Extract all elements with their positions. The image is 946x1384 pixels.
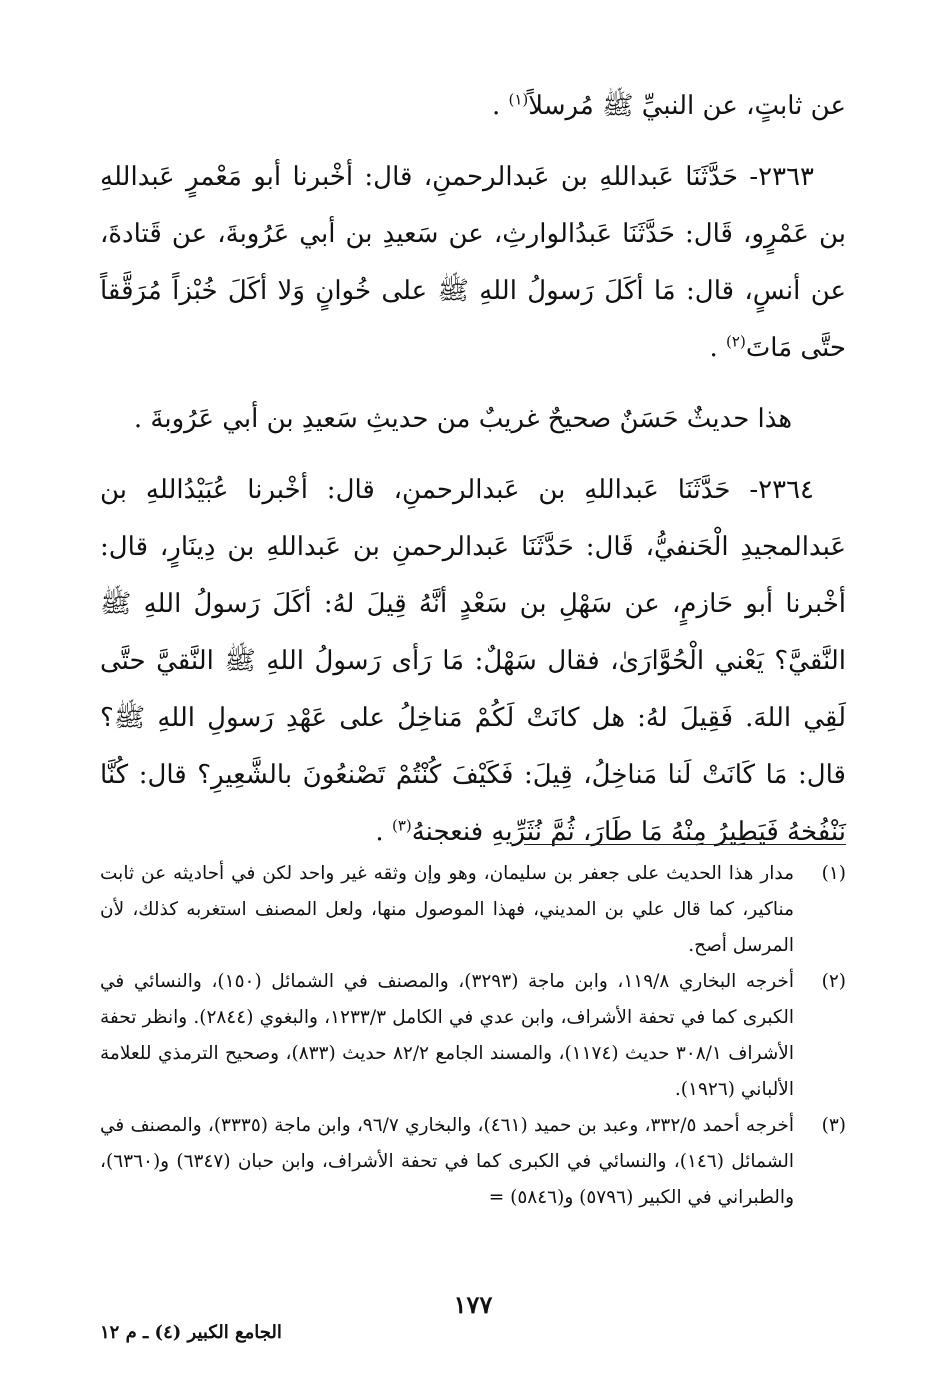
intro-end: . bbox=[491, 91, 509, 121]
footnotes bbox=[100, 856, 846, 1216]
footnote-text: أخرجه البخاري ١١٩/٨، وابن ماجة (٣٢٩٣)، والمصنف في الشمائل (١٥٠)، والنسائي في الكبرى كما في تحفة الأشراف، وابن عدي في الكامل ١٢٣٣/٣، والبغوي (٢٨٤٤). وانظر تحفة الأشراف ٣٠٨/١ حديث (١١٧٤)، والمسند الجامع ٨٢/٢ حديث (٨٣٣)، وصحيح الترمذي للعلامة الألباني (١٩٢٦). bbox=[100, 971, 794, 1100]
hadith-2364-text: ٢٣٦٤- حَدَّثَنَا عَبداللهِ بن عَبدالرحمنِ، قال: أخْبرنا عُبَيْدُاللهِ بن عَبدالمجيدِ الْحَنفيُّ، قَال: حَدَّثَنَا عَبدالرحمنِ بن عَبداللهِ بن دِينَارٍ، قال: أخْبرنا أبو حَازمٍ، عن سَهْلِ بن سَعْدٍ أنَّهُ قِيلَ لهُ: أكَلَ رَسولُ اللهِ ﷺ النَّقيَّ؟ يَعْني الْحُوَّارَىٰ، فقال سَهْلٌ: مَا رَأى رَسولُ اللهِ ﷺ النَّقيَّ حتَّى لَقِي اللهَ. فَقِيلَ لهُ: هل كانَتْ لَكُمْ مَناخِلُ على عَهْدِ رَسولِ اللهِ ﷺ؟ قال: مَا كَانَتْ لَنا مَناخِلُ، قِيلَ: فَكَيْفَ كُنْتُمْ تَصْنعُونَ بالشَّعِيرِ؟ قال: كُنَّا نَنْفُخهُ فَيَطِيرُ مِنْهُ مَا طَارَ، ثُمَّ نُثَرِّيهِ فنعجنهُ bbox=[100, 475, 846, 847]
footnote-2 bbox=[100, 964, 846, 1108]
grade-line: هذا حديثٌ حَسَنٌ صحيحٌ غريبٌ من حديثِ سَعيدِ بن أبي عَرُوبةَ . bbox=[133, 404, 793, 434]
footnote-number: (٢) bbox=[821, 971, 846, 992]
hadith-2364-end: . bbox=[375, 817, 392, 847]
page-number: ١٧٧ bbox=[453, 1290, 493, 1319]
footnote-ref-2: (٢) bbox=[726, 332, 746, 351]
printer-signature: الجامع الكبير (٤) ـ م ١٢ bbox=[100, 1322, 282, 1343]
hadith-2363 bbox=[100, 149, 846, 377]
footnote-1 bbox=[100, 856, 846, 964]
hadith-2364 bbox=[100, 462, 846, 861]
footnote-text: مدار هذا الحديث على جعفر بن سليمان، وهو وإن وثقه غير واحد لكن في أحاديثه عن ثابت مناكير، كما قال علي بن المديني، فهذا الموصول منها، ولعل المصنف استغربه كذلك، لأن المرسل أصح. bbox=[100, 863, 794, 956]
intro-text: عن ثابتٍ، عن النبيِّ ﷺ مُرسلاً bbox=[528, 91, 846, 121]
footnote-3 bbox=[100, 1108, 846, 1216]
footnote-ref-3: (٣) bbox=[391, 816, 412, 835]
footnote-number: (١) bbox=[821, 863, 846, 884]
footnote-number: (٣) bbox=[821, 1115, 846, 1136]
intro-line bbox=[100, 78, 846, 135]
footnote-text: أخرجه أحمد ٣٣٢/٥، وعبد بن حميد (٤٦١)، والبخاري ٩٦/٧، وابن ماجة (٣٣٣٥)، والمصنف في الشمائل (١٤٦)، والنسائي في الكبرى كما في تحفة الأشراف، وابن حبان (٦٣٤٧) و(٦٣٦٠)، والطبراني في الكبير (٥٧٩٦) و(٥٨٤٦) = bbox=[100, 1115, 795, 1208]
footnote-ref-1: (١) bbox=[508, 90, 529, 109]
hadith-2363-end: . bbox=[709, 333, 727, 363]
footnote-separator bbox=[524, 844, 846, 845]
hadith-2363-text: ٢٣٦٣- حَدَّثَنَا عَبداللهِ بن عَبدالرحمنِ، قال: أخْبرنا أبو مَعْمرٍ عَبداللهِ بن عَمْرٍو، قَال: حَدَّثَنَا عَبدُالوارثِ، عن سَعيدِ بن أبي عَرُوبةَ، عن قَتادةَ، عن أنسٍ، قال: مَا أكَلَ رَسولُ اللهِ ﷺ على خُوانٍ وَلا أكَلَ خُبْزاً مُرَقَّقاً حتَّى مَاتَ bbox=[100, 162, 846, 363]
main-text bbox=[100, 78, 846, 861]
